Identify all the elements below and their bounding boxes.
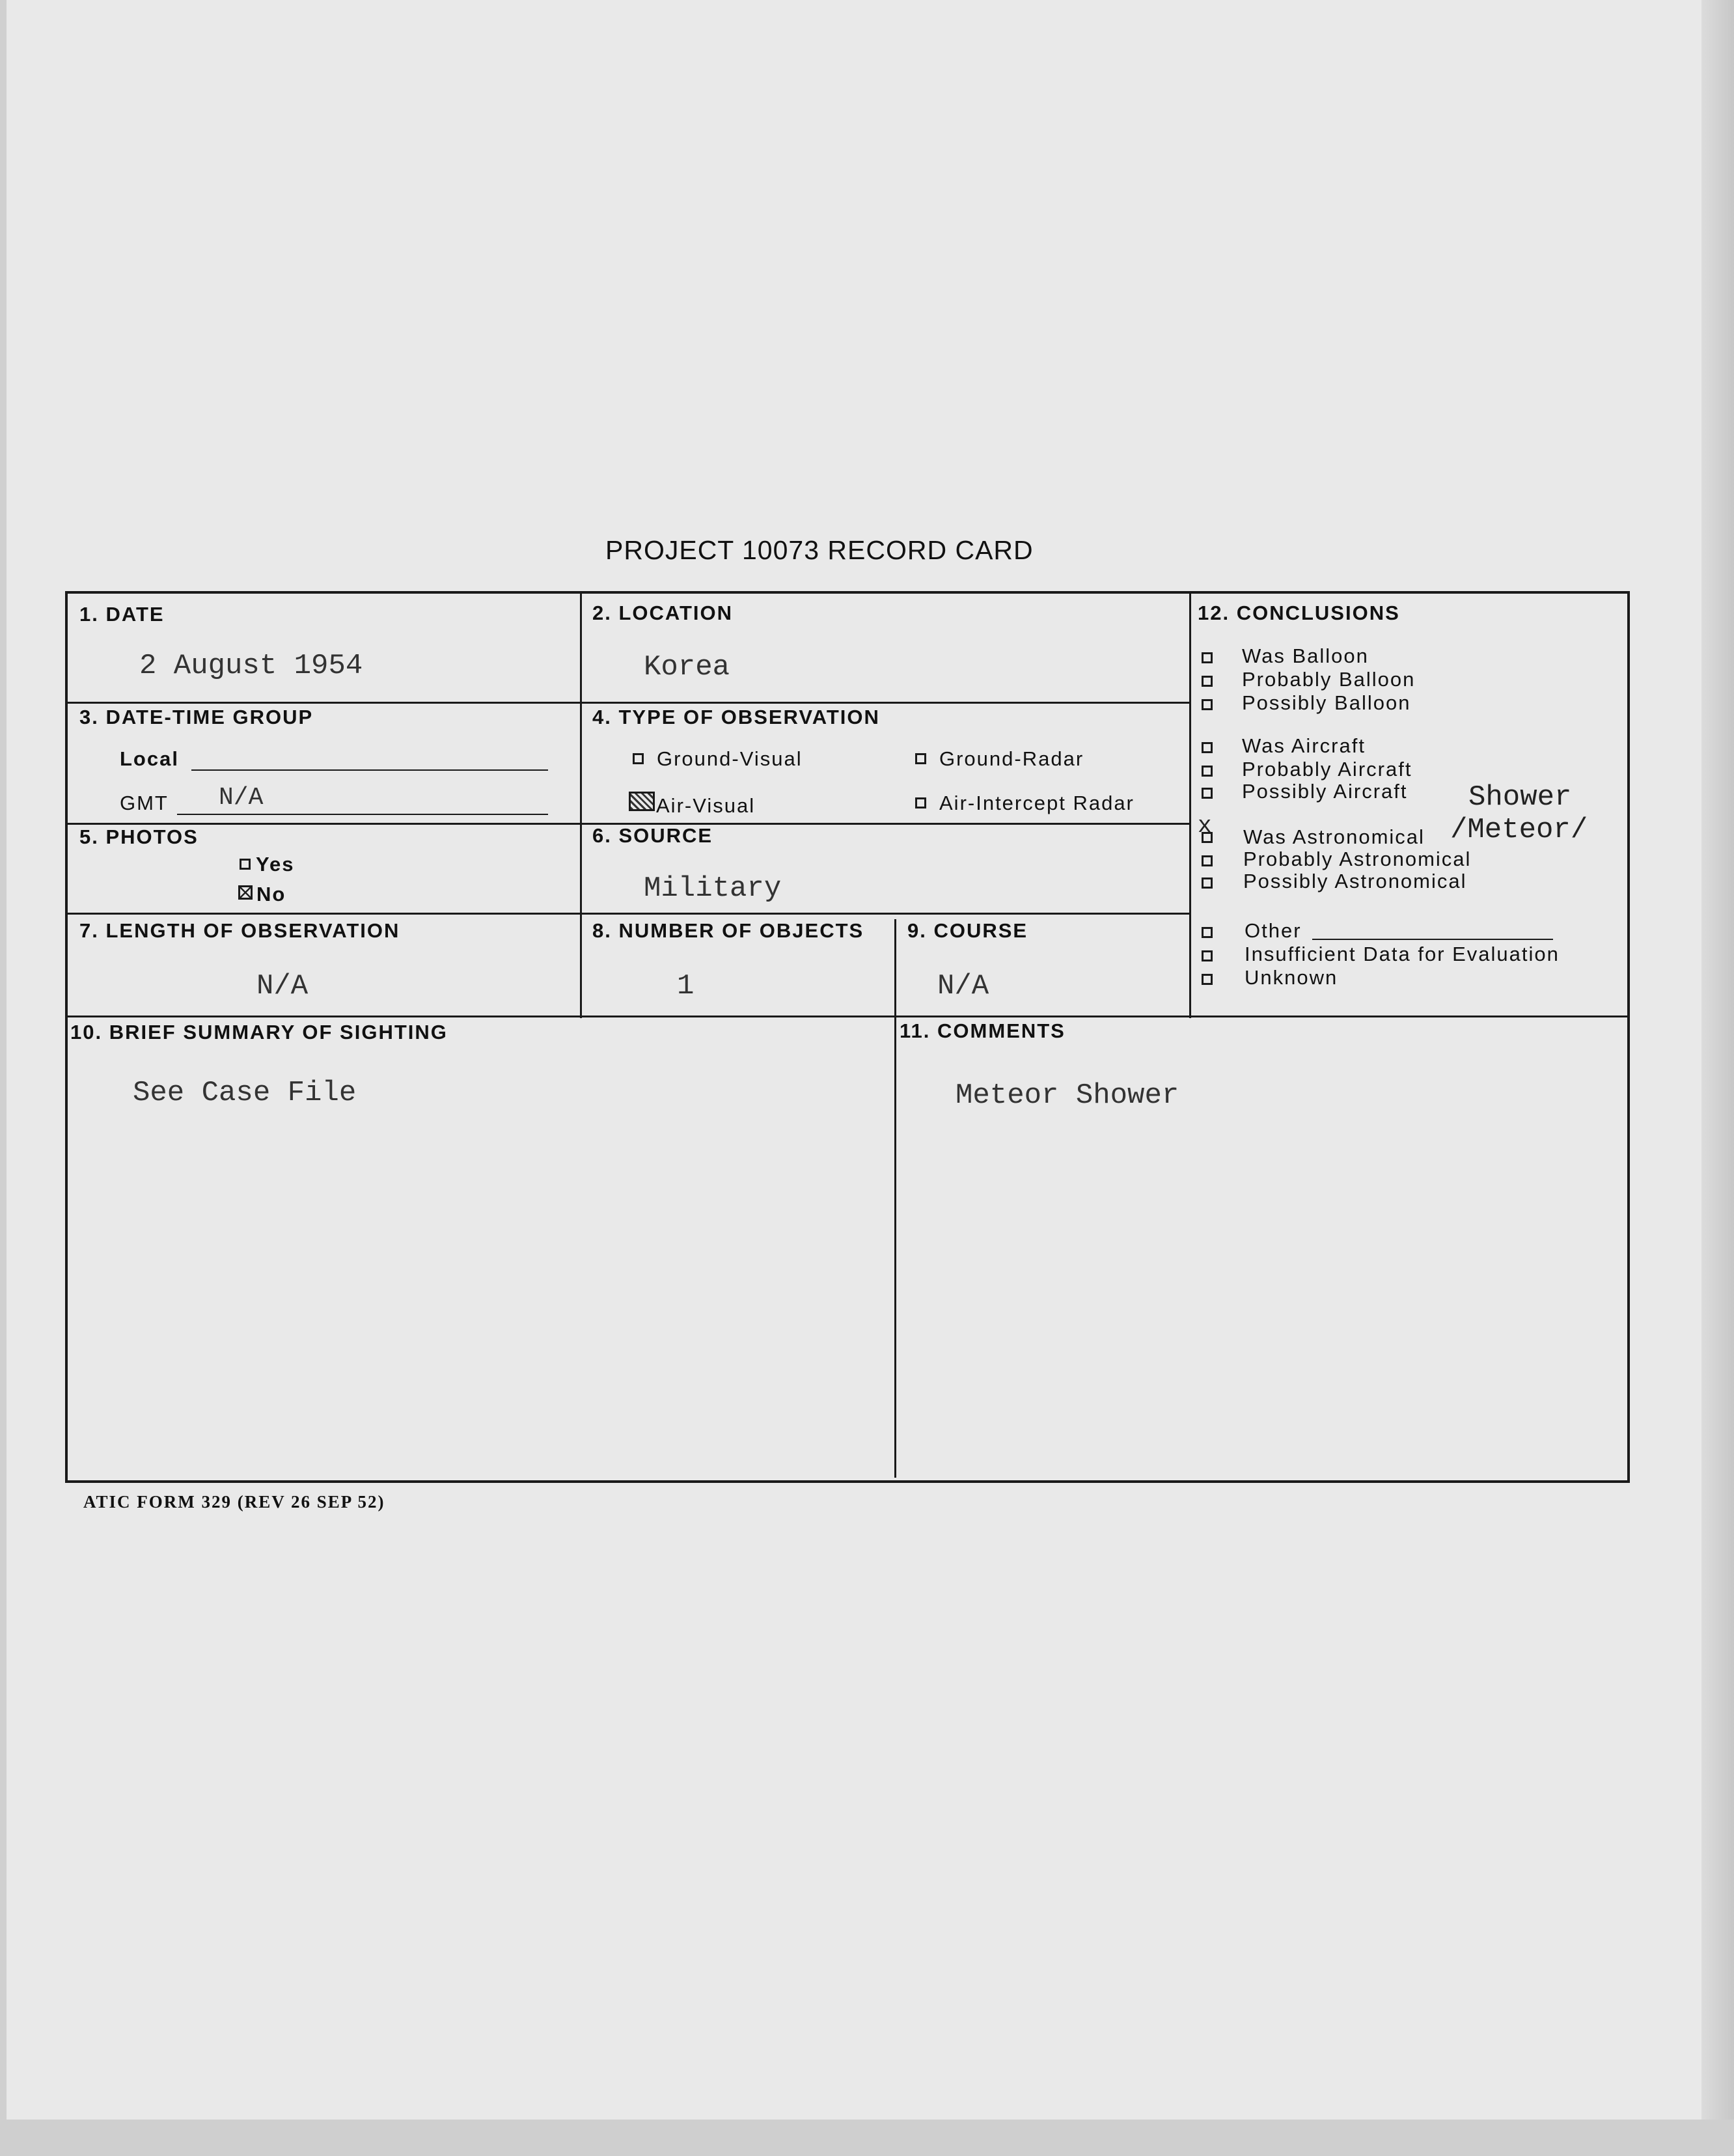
conclusion-possibly-balloon: Possibly Balloon xyxy=(1242,691,1411,714)
conclusion-probably-astronomical: Probably Astronomical xyxy=(1243,848,1472,870)
obs-air-intercept-radar-label: Air-Intercept Radar xyxy=(939,792,1135,814)
divider-v-2 xyxy=(1189,594,1191,1018)
length-label: 7. LENGTH OF OBSERVATION xyxy=(79,919,400,942)
course-value: N/A xyxy=(937,970,989,1002)
card-title: PROJECT 10073 RECORD CARD xyxy=(605,535,1034,565)
comments-value: Meteor Shower xyxy=(956,1079,1179,1112)
summary-label: 10. BRIEF SUMMARY OF SIGHTING xyxy=(70,1021,448,1043)
photos-label: 5. PHOTOS xyxy=(79,825,199,848)
dtg-gmt-value: N/A xyxy=(219,784,264,812)
dtg-local-line xyxy=(191,769,548,771)
location-value: Korea xyxy=(644,651,730,684)
obs-air-visual[interactable] xyxy=(629,792,755,818)
obs-ground-radar[interactable] xyxy=(915,747,1084,771)
scan-right-edge xyxy=(1701,0,1734,2156)
divider-v-1 xyxy=(580,594,582,1018)
checkbox-icon xyxy=(915,797,926,808)
objects-value: 1 xyxy=(677,970,695,1002)
conclusion-was-balloon: Was Balloon xyxy=(1242,644,1369,667)
length-value: N/A xyxy=(256,970,309,1002)
checkbox-icon[interactable] xyxy=(1202,742,1213,753)
conclusion-other: Other xyxy=(1245,919,1302,942)
photos-no[interactable] xyxy=(238,883,286,906)
checkbox-icon[interactable] xyxy=(1202,766,1213,777)
obs-ground-visual-label: Ground-Visual xyxy=(657,747,803,770)
conclusion-unknown: Unknown xyxy=(1245,966,1338,989)
divider-h-4 xyxy=(68,1016,1627,1017)
date-value: 2 August 1954 xyxy=(139,650,363,682)
conclusion-possibly-astronomical: Possibly Astronomical xyxy=(1243,870,1467,892)
conclusion-possibly-aircraft: Possibly Aircraft xyxy=(1242,780,1408,803)
source-label: 6. SOURCE xyxy=(592,824,713,847)
checkbox-icon[interactable] xyxy=(1202,878,1213,889)
photos-yes-label: Yes xyxy=(256,853,295,876)
obs-ground-visual[interactable] xyxy=(633,747,803,771)
dtg-label: 3. DATE-TIME GROUP xyxy=(79,706,314,728)
checkbox-icon[interactable] xyxy=(1202,652,1213,663)
conclusion-probably-balloon: Probably Balloon xyxy=(1242,668,1416,691)
checkbox-icon[interactable] xyxy=(1202,927,1213,938)
source-value: Military xyxy=(644,872,782,905)
scan-left-edge xyxy=(0,0,7,2156)
conclusion-probably-aircraft: Probably Aircraft xyxy=(1242,758,1412,781)
conclusion-was-aircraft: Was Aircraft xyxy=(1242,734,1366,757)
course-label: 9. COURSE xyxy=(907,919,1028,942)
checkbox-icon[interactable] xyxy=(1202,974,1213,985)
checkbox-icon xyxy=(633,753,644,764)
obs-air-intercept-radar[interactable] xyxy=(915,792,1135,815)
checkbox-icon[interactable] xyxy=(1202,699,1213,710)
checkbox-icon[interactable] xyxy=(1202,855,1213,866)
checkbox-checked-icon xyxy=(238,885,253,900)
obs-air-visual-label: Air-Visual xyxy=(656,794,756,817)
dtg-gmt-line xyxy=(177,814,548,815)
divider-h-1 xyxy=(68,702,1189,704)
obs-ground-radar-label: Ground-Radar xyxy=(939,747,1084,770)
scan-bottom-edge xyxy=(0,2120,1734,2156)
divider-v-3 xyxy=(894,919,896,1478)
conclusions-label: 12. CONCLUSIONS xyxy=(1198,601,1400,624)
conclusion-annotation-shower: Shower xyxy=(1468,781,1572,814)
conclusion-was-astronomical: Was Astronomical xyxy=(1243,825,1425,848)
checkbox-icon[interactable] xyxy=(1202,676,1213,687)
checkbox-icon[interactable] xyxy=(1202,788,1213,799)
record-card xyxy=(65,591,1630,1483)
check-x-icon: x xyxy=(1198,812,1212,839)
checkbox-icon xyxy=(240,859,251,870)
location-label: 2. LOCATION xyxy=(592,601,734,624)
conclusion-annotation-meteor: /Meteor/ xyxy=(1450,814,1588,846)
checkbox-icon xyxy=(915,753,926,764)
conclusion-insufficient-data: Insufficient Data for Evaluation xyxy=(1245,943,1560,965)
observation-label: 4. TYPE OF OBSERVATION xyxy=(592,706,880,728)
dtg-local-label: Local xyxy=(120,747,179,770)
comments-label: 11. COMMENTS xyxy=(900,1019,1066,1042)
divider-h-3 xyxy=(68,913,1189,915)
form-footer: ATIC FORM 329 (REV 26 SEP 52) xyxy=(83,1492,385,1512)
dtg-gmt-label: GMT xyxy=(120,792,169,814)
summary-value: See Case File xyxy=(133,1077,357,1109)
checkbox-checked-icon xyxy=(629,792,655,811)
date-label: 1. DATE xyxy=(79,603,165,626)
objects-label: 8. NUMBER OF OBJECTS xyxy=(592,919,864,942)
conclusion-other-line xyxy=(1312,939,1553,940)
photos-no-label: No xyxy=(256,883,286,905)
checkbox-icon[interactable] xyxy=(1202,950,1213,961)
photos-yes[interactable] xyxy=(240,853,294,876)
